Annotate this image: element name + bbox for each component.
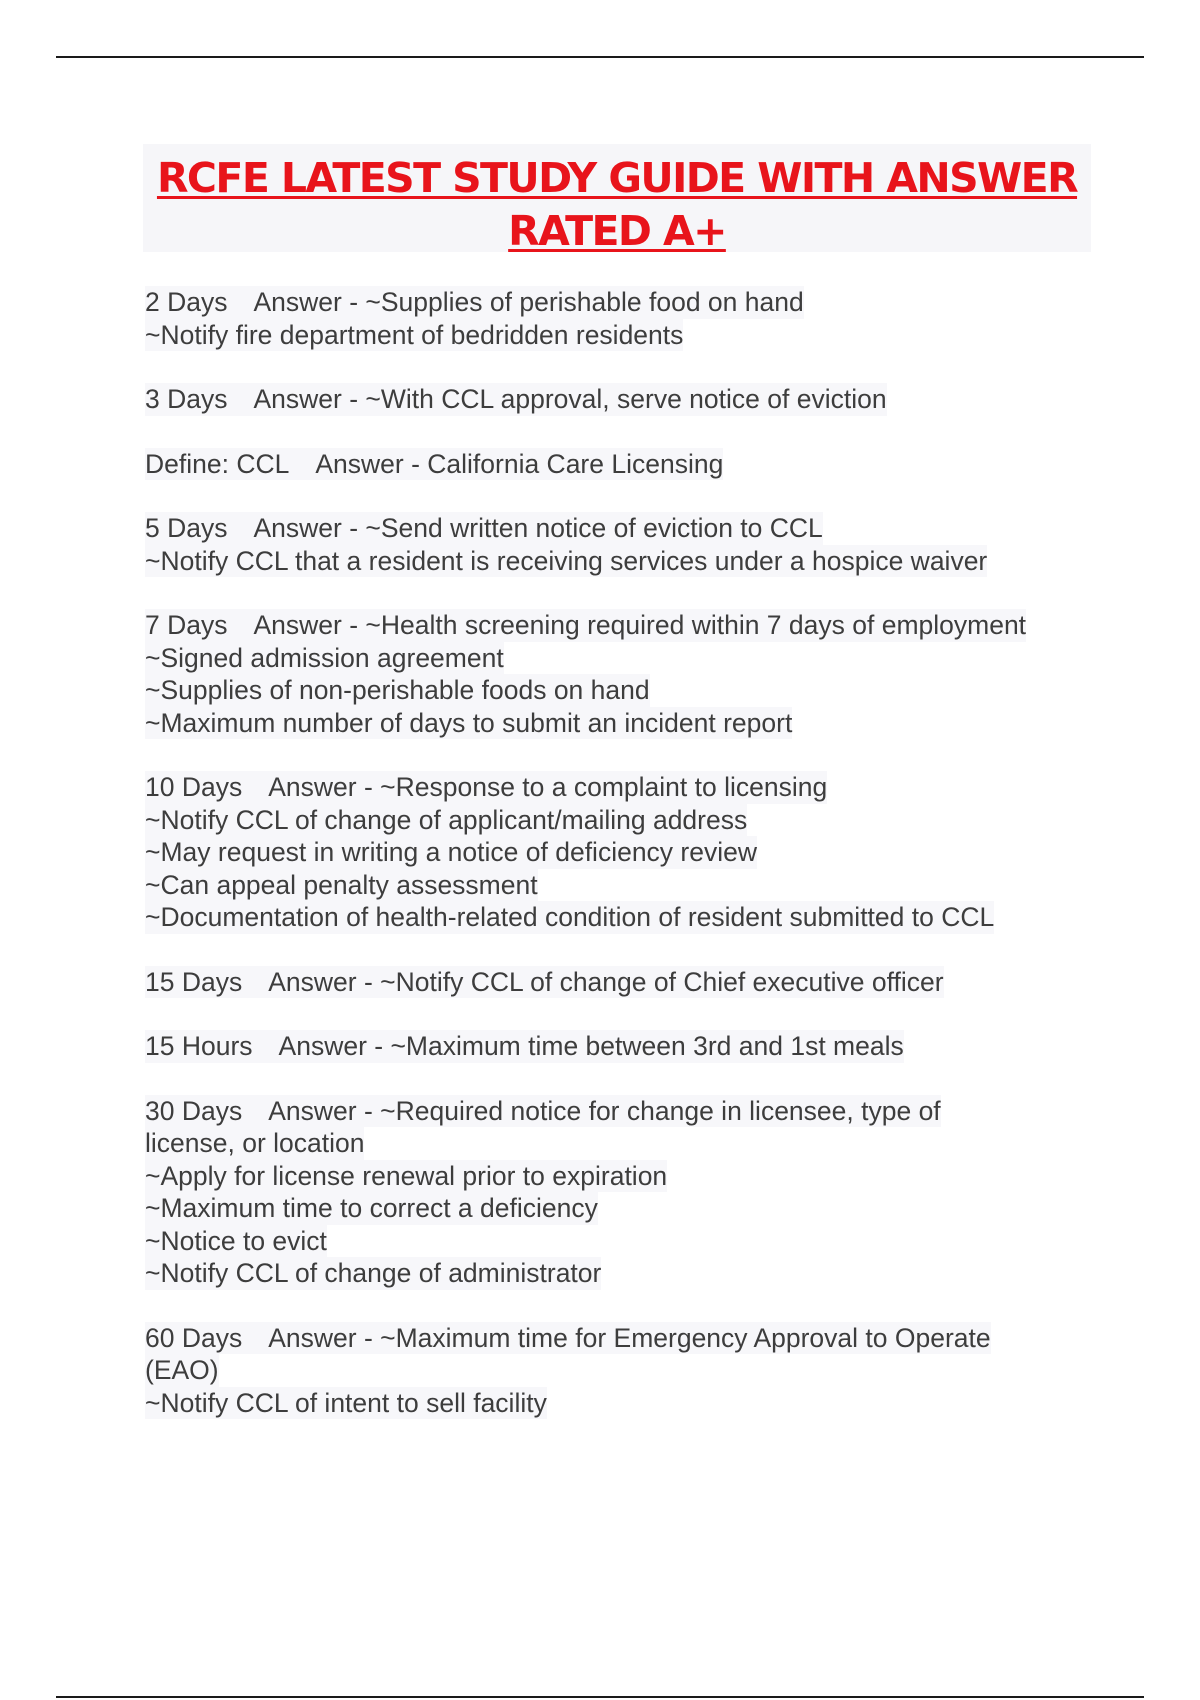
- study-guide-entries: [145, 286, 1145, 1451]
- answer-line: ~Maximum time to correct a deficiency: [145, 1193, 598, 1223]
- entry-answer: Answer - ~Send written notice of eviction to CCL: [253, 513, 823, 543]
- entry-first-line: [145, 286, 804, 319]
- answer-line: ~Notify CCL of change of administrator: [145, 1258, 602, 1288]
- qa-entry: [145, 771, 1145, 934]
- answer-line: ~Notify CCL that a resident is receiving services under a hospice waiver: [145, 545, 988, 576]
- entry-first-line: [145, 1030, 904, 1063]
- entry-answer: Answer - California Care Licensing: [315, 448, 724, 479]
- entry-first-line: [145, 383, 887, 416]
- qa-entry: [145, 286, 1145, 351]
- answer-line: ~Notice to evict: [145, 1225, 327, 1256]
- answer-line: ~Documentation of health-related condition of resident submitted to CCL: [145, 902, 995, 932]
- answer-line: (EAO): [145, 1355, 219, 1385]
- top-divider: [56, 56, 1144, 58]
- entry-first-line: [145, 512, 823, 545]
- qa-entry: [145, 448, 1145, 481]
- answer-line: ~Apply for license renewal prior to expiration: [145, 1160, 668, 1191]
- entry-answer: Answer - ~Supplies of perishable food on hand: [253, 287, 804, 317]
- answer-line: ~May request in writing a notice of deficiency review: [145, 837, 757, 867]
- entry-answer: Answer - ~Maximum time for Emergency Approval to Operate: [268, 1322, 991, 1353]
- entry-question: 7 Days: [145, 610, 228, 640]
- qa-entry: [145, 1322, 1145, 1420]
- entry-first-line: [145, 771, 827, 804]
- entry-answer: Answer - ~Notify CCL of change of Chief executive officer: [268, 966, 944, 997]
- entry-first-line: [145, 609, 1026, 642]
- answer-line: ~Maximum number of days to submit an incident report: [145, 707, 793, 738]
- entry-question: 60 Days: [145, 1322, 243, 1353]
- entry-first-line: [145, 966, 944, 999]
- entry-answer: Answer - ~With CCL approval, serve notice of eviction: [253, 384, 887, 414]
- answer-line: ~Notify fire department of bedridden residents: [145, 319, 684, 350]
- document-title: RCFE LATEST STUDY GUIDE WITH ANSWER RATED A+: [156, 154, 1078, 255]
- qa-entry: [145, 1030, 1145, 1063]
- entry-first-line: [145, 1322, 991, 1355]
- entry-answer: Answer - ~Required notice for change in licensee, type of: [268, 1095, 941, 1126]
- bottom-divider: [56, 1696, 1144, 1698]
- entry-question: 30 Days: [145, 1095, 243, 1126]
- qa-entry: [145, 609, 1145, 739]
- entry-question: 2 Days: [145, 287, 228, 317]
- entry-answer: Answer - ~Health screening required within 7 days of employment: [253, 610, 1027, 640]
- entry-question: 15 Hours: [145, 1031, 253, 1061]
- answer-line: ~Notify CCL of change of applicant/mailing address: [145, 804, 748, 835]
- qa-entry: [145, 966, 1145, 999]
- qa-entry: [145, 1095, 1145, 1290]
- entry-question: 5 Days: [145, 513, 228, 543]
- entry-first-line: [145, 1095, 941, 1128]
- qa-entry: [145, 512, 1145, 577]
- answer-line: license, or location: [145, 1128, 365, 1158]
- entry-first-line: [145, 448, 723, 481]
- answer-line: ~Supplies of non-perishable foods on hand: [145, 675, 650, 705]
- answer-line: ~Can appeal penalty assessment: [145, 869, 538, 900]
- entry-answer: Answer - ~Maximum time between 3rd and 1st meals: [278, 1031, 904, 1061]
- entry-question: 10 Days: [145, 772, 243, 802]
- entry-answer: Answer - ~Response to a complaint to licensing: [268, 772, 828, 802]
- entry-question: Define: CCL: [145, 448, 290, 479]
- title-banner: [143, 144, 1091, 255]
- qa-entry: [145, 383, 1145, 416]
- entry-question: 15 Days: [145, 966, 243, 997]
- answer-line: ~Notify CCL of intent to sell facility: [145, 1387, 547, 1418]
- answer-line: ~Signed admission agreement: [145, 642, 504, 673]
- entry-question: 3 Days: [145, 384, 228, 414]
